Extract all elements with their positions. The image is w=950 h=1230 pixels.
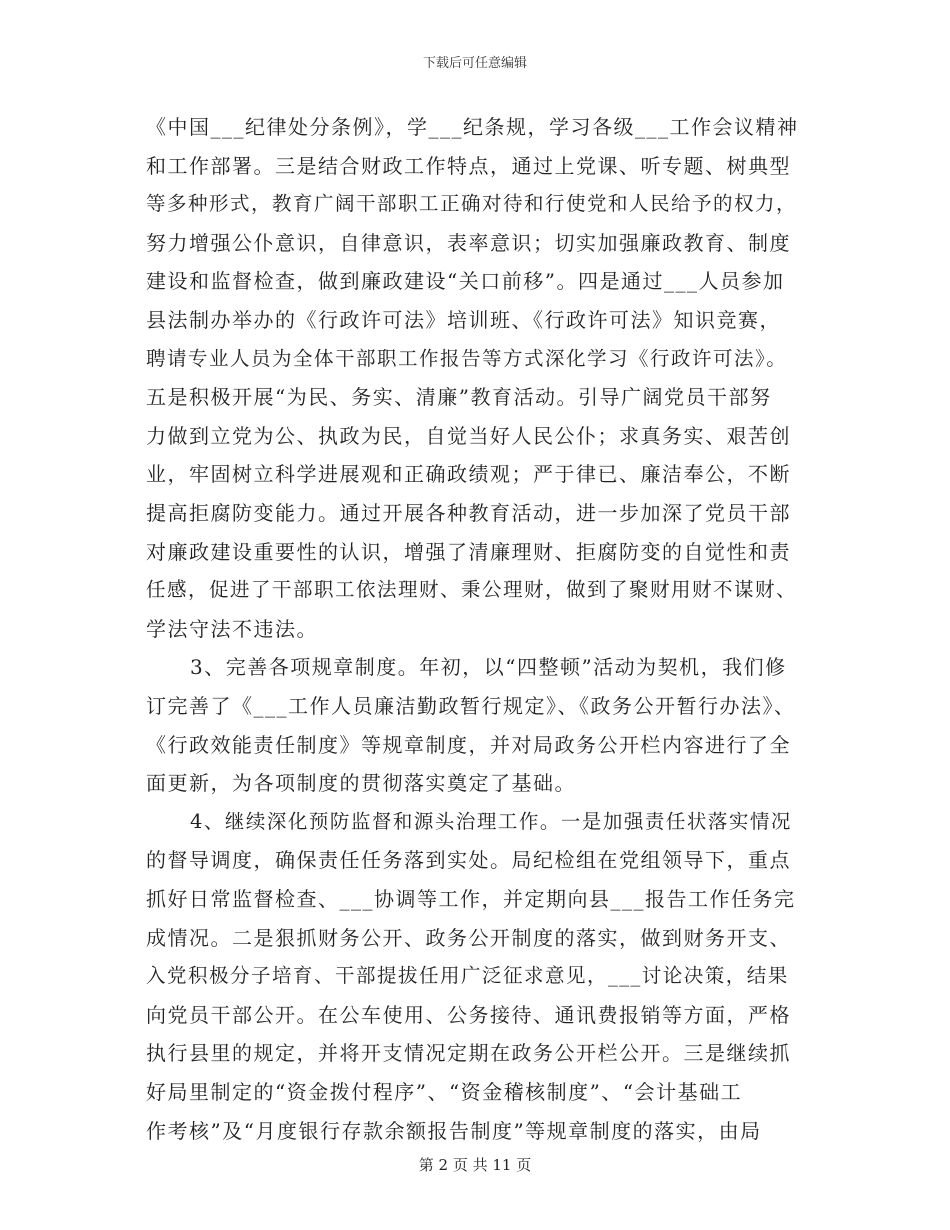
- text-line: 面更新，为各项制度的贯彻落实奠定了基础。: [146, 771, 576, 795]
- text-line: 的督导调度，确保责任任务落到实处。局纪检组在党组领导下，重点: [146, 848, 791, 872]
- text-line: 业，牢固树立科学进展观和正确政绩观；严于律已、廉洁奉公，不断: [146, 462, 791, 486]
- text-line: 努力增强公仆意识，自律意识，表率意识；切实加强廉政教育、制度: [146, 231, 791, 255]
- text-line: 抓好日常监督检查、___协调等工作，并定期向县___报告工作任务完: [146, 887, 796, 911]
- text-line: 《中国___纪律处分条例》，学___纪条规，学习各级___工作会议精神: [146, 115, 799, 139]
- text-line: 订完善了《___工作人员廉洁勤政暂行规定》、《政务公开暂行办法》、: [146, 694, 796, 718]
- text-line: 建设和监督检查，做到廉政建设“关口前移”。四是通过___人员参加: [146, 269, 785, 293]
- text-line: 4、继续深化预防监督和源头治理工作。一是加强责任状落实情况: [190, 810, 792, 833]
- text-line: 五是积极开展“为民、务实、清廉”教育活动。引导广阔党员干部努: [146, 385, 772, 409]
- text-line: 提高拒腐防变能力。通过开展各种教育活动，进一步加深了党员干部: [146, 501, 791, 525]
- text-line: 和工作部署。三是结合财政工作特点，通过上党课、听专题、树典型: [146, 154, 791, 178]
- text-line: 入党积极分子培育、干部提拔任用广泛征求意见，___讨论决策，结果: [146, 964, 789, 987]
- page-footer: 第 2 页 共 11 页: [418, 1156, 532, 1174]
- text-line: 等多种形式，教育广阔干部职工正确对待和行使党和人民给予的权力，: [146, 192, 798, 215]
- text-line: 向党员干部公开。在公车使用、公务接待、通讯费报销等方面，严格: [146, 1003, 791, 1027]
- text-line: 好局里制定的“资金拨付程序”、“资金稽核制度”、“会计基础工: [146, 1080, 743, 1104]
- text-line: 学法守法不违法。: [146, 617, 318, 641]
- text-line: 成情况。二是狠抓财务公开、政务公开制度的落实，做到财务开支、: [146, 926, 791, 950]
- text-line: 任感，促进了干部职工依法理财、秉公理财，做到了聚财用财不谋财、: [146, 578, 798, 601]
- text-line: 执行县里的规定，并将开支情况定期在政务公开栏公开。三是继续抓: [146, 1041, 791, 1065]
- text-line: 力做到立党为公、执政为民，自觉当好人民公仆；求真务实、艰苦创: [146, 424, 791, 448]
- page-header: 下载后可任意编辑: [422, 56, 527, 71]
- text-line: 《行政效能责任制度》等规章制度，并对局政务公开栏内容进行了全: [146, 733, 791, 757]
- text-line: 3、完善各项规章制度。年初，以“四整顿”活动为契机，我们修: [190, 655, 787, 679]
- text-line: 作考核”及“月度银行存款余额报告制度”等规章制度的落实，由局: [146, 1119, 762, 1143]
- text-line: 县法制办举办的《行政许可法》培训班、《行政许可法》知识竞赛，: [146, 308, 781, 332]
- text-line: 对廉政建设重要性的认识，增强了清廉理财、拒腐防变的自觉性和责: [146, 540, 791, 564]
- text-line: 聘请专业人员为全体干部职工作报告等方式深化学习《行政许可法》。: [146, 347, 788, 370]
